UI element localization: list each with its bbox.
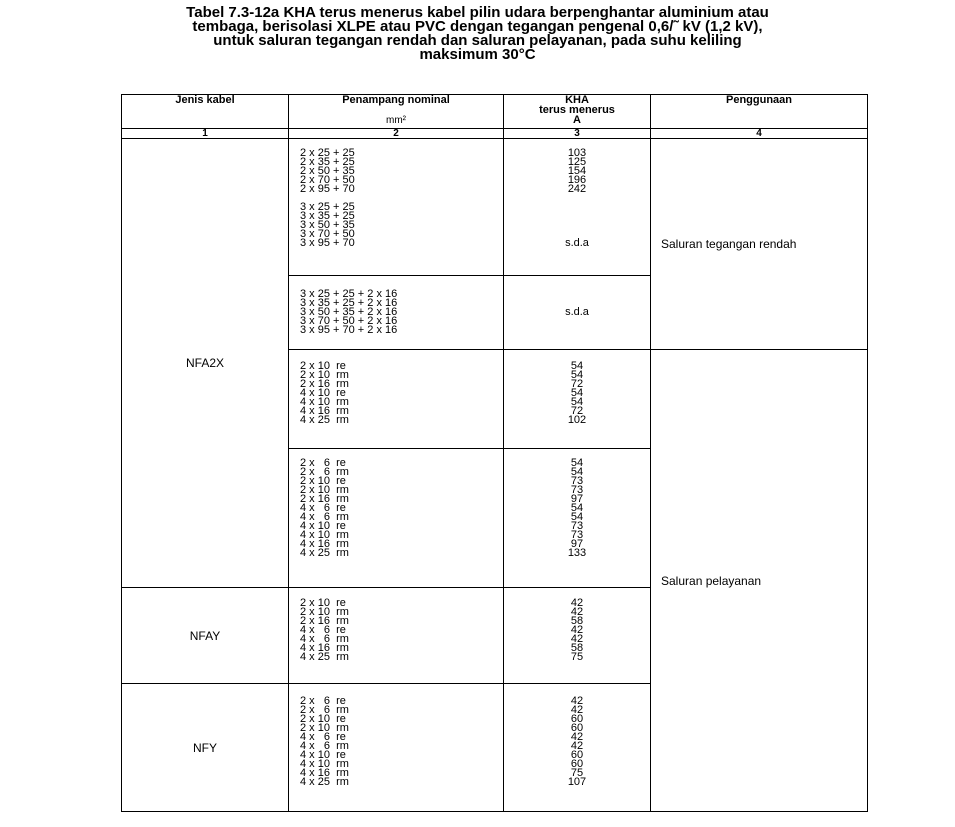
kha-cell — [504, 449, 651, 588]
kha-value: 196 — [567, 174, 587, 186]
penampang-value: 4 x 16 rm — [300, 405, 349, 417]
penampang-value: 3 x 95 + 70 — [300, 237, 355, 249]
kha-value: 97 — [570, 538, 584, 550]
penampang-value: 4 x 6 rm — [300, 511, 349, 523]
penampang-value: 4 x 6 re — [300, 731, 346, 743]
kha-value: 72 — [570, 378, 584, 390]
penampang-list — [300, 697, 503, 787]
penampang-value: 4 x 10 rm — [300, 396, 349, 408]
kha-value: 103 — [567, 147, 587, 159]
penampang-list — [300, 203, 503, 248]
penampang-value: 4 x 16 rm — [300, 767, 349, 779]
table-row — [122, 139, 868, 276]
kha-value: 154 — [567, 165, 587, 177]
kha-list — [504, 362, 650, 425]
column-number: 1 — [122, 129, 289, 139]
header-penampang: Penampang nominal mm² — [289, 95, 504, 129]
penampang-value: 4 x 25 rm — [300, 547, 349, 559]
penampang-cell — [289, 449, 504, 588]
title-line-3: untuk saluran tegangan rendah dan saluran pelayanan, pada suhu keliling — [213, 32, 742, 49]
penampang-value: 4 x 16 rm — [300, 642, 349, 654]
kha-value: 42 — [570, 740, 584, 752]
penampang-value: 3 x 35 + 25 — [300, 210, 355, 222]
penampang-value: 2 x 25 + 25 — [300, 147, 355, 159]
penampang-value: 4 x 10 rm — [300, 758, 349, 770]
kha-value: 102 — [567, 414, 587, 426]
kha-value: 133 — [567, 547, 587, 559]
usage-pelayanan: Saluran pelayanan — [651, 350, 868, 812]
penampang-value: 4 x 10 re — [300, 749, 346, 761]
kha-value: 73 — [570, 520, 584, 532]
penampang-value: 4 x 25 rm — [300, 776, 349, 788]
column-number: 2 — [289, 129, 504, 139]
header-penampang-unit: mm² — [386, 115, 406, 126]
penampang-value: 2 x 16 rm — [300, 378, 349, 390]
kha-value: 242 — [567, 183, 587, 195]
penampang-value: 2 x 10 rm — [300, 722, 349, 734]
penampang-value: 3 x 70 + 50 + 2 x 16 — [300, 315, 398, 327]
penampang-value: 2 x 6 rm — [300, 704, 349, 716]
penampang-value: 4 x 6 re — [300, 624, 346, 636]
penampang-value: 2 x 50 + 35 — [300, 165, 355, 177]
kha-value: 58 — [570, 615, 584, 627]
penampang-value: 2 x 6 re — [300, 457, 346, 469]
title-line-2: tembaga, berisolasi XLPE atau PVC dengan tegangan pengenal 0,6/˜ kV (1,2 kV), — [192, 18, 763, 35]
kha-list — [504, 459, 650, 558]
penampang-value: 2 x 6 re — [300, 695, 346, 707]
penampang-cell — [289, 139, 504, 276]
penampang-list — [300, 362, 503, 425]
penampang-cell — [289, 684, 504, 812]
penampang-value: 2 x 10 rm — [300, 484, 349, 496]
penampang-value: 2 x 95 + 70 — [300, 183, 355, 195]
penampang-list — [300, 290, 503, 335]
penampang-value: 4 x 10 re — [300, 520, 346, 532]
penampang-value: 3 x 25 + 25 + 2 x 16 — [300, 288, 398, 300]
penampang-value: 3 x 70 + 50 — [300, 228, 355, 240]
penampang-list — [300, 149, 503, 194]
penampang-value: 4 x 6 rm — [300, 633, 349, 645]
kha-value: 75 — [570, 767, 584, 779]
kha-value: 73 — [570, 475, 584, 487]
table-title — [0, 6, 955, 62]
usage-tegangan-rendah: Saluran tegangan rendah — [651, 139, 868, 350]
kha-value: 42 — [570, 695, 584, 707]
kha-cell — [504, 684, 651, 812]
cable-type-nfy: NFY — [122, 684, 289, 812]
penampang-value: 4 x 10 rm — [300, 529, 349, 541]
kha-list — [504, 149, 650, 194]
penampang-value: 3 x 35 + 25 + 2 x 16 — [300, 297, 398, 309]
kha-value: 54 — [570, 360, 584, 372]
kha-cell — [504, 350, 651, 449]
penampang-value: 2 x 10 re — [300, 475, 346, 487]
kha-table — [121, 94, 868, 812]
kha-cell — [504, 588, 651, 684]
kha-value: 42 — [570, 597, 584, 609]
penampang-value: 2 x 10 rm — [300, 606, 349, 618]
penampang-value: 2 x 10 re — [300, 360, 346, 372]
kha-value: 97 — [570, 493, 584, 505]
kha-value: 125 — [567, 156, 587, 168]
penampang-value: 3 x 50 + 35 — [300, 219, 355, 231]
kha-value: 60 — [570, 749, 584, 761]
kha-value: 54 — [570, 466, 584, 478]
kha-value: 42 — [570, 704, 584, 716]
kha-value: 75 — [570, 651, 584, 663]
penampang-value: 2 x 70 + 50 — [300, 174, 355, 186]
penampang-value: 2 x 10 re — [300, 597, 346, 609]
penampang-cell — [289, 350, 504, 449]
kha-value: 60 — [570, 722, 584, 734]
column-number-row — [122, 129, 868, 139]
kha-value: s.d.a — [565, 306, 589, 318]
title-line-1: Tabel 7.3-12a KHA terus menerus kabel pilin udara berpenghantar aluminium atau — [186, 4, 769, 21]
penampang-value: 3 x 25 + 25 — [300, 201, 355, 213]
penampang-value: 2 x 10 re — [300, 713, 346, 725]
kha-list — [504, 697, 650, 787]
kha-cell — [504, 139, 651, 276]
penampang-value: 2 x 6 rm — [300, 466, 349, 478]
penampang-value: 4 x 6 rm — [300, 740, 349, 752]
penampang-value: 2 x 16 rm — [300, 615, 349, 627]
header-jenis-kabel: Jenis kabel — [122, 95, 289, 129]
penampang-cell — [289, 588, 504, 684]
penampang-list — [300, 599, 503, 662]
penampang-value: 3 x 50 + 35 + 2 x 16 — [300, 306, 398, 318]
kha-cell — [504, 276, 651, 350]
kha-value: 72 — [570, 405, 584, 417]
kha-value: 60 — [570, 758, 584, 770]
penampang-value: 3 x 95 + 70 + 2 x 16 — [300, 324, 398, 336]
kha-value: 54 — [570, 369, 584, 381]
kha-value: 54 — [570, 396, 584, 408]
kha-value: s.d.a — [565, 237, 589, 249]
kha-value: 42 — [570, 731, 584, 743]
penampang-value: 2 x 35 + 25 — [300, 156, 355, 168]
kha-list — [504, 239, 650, 248]
penampang-value: 4 x 25 rm — [300, 414, 349, 426]
kha-list — [504, 599, 650, 662]
kha-value: 60 — [570, 713, 584, 725]
penampang-value: 4 x 6 re — [300, 502, 346, 514]
penampang-value: 4 x 16 rm — [300, 538, 349, 550]
kha-value: 42 — [570, 624, 584, 636]
column-number: 3 — [504, 129, 651, 139]
kha-value: 73 — [570, 529, 584, 541]
kha-value: 58 — [570, 642, 584, 654]
kha-value: 42 — [570, 633, 584, 645]
kha-value: 107 — [567, 776, 587, 788]
header-kha: KHA terus menerus A — [504, 95, 651, 129]
kha-value: 54 — [570, 511, 584, 523]
penampang-value: 4 x 10 re — [300, 387, 346, 399]
kha-value: 54 — [570, 502, 584, 514]
header-penggunaan: Penggunaan — [651, 95, 868, 129]
kha-value: 73 — [570, 484, 584, 496]
penampang-cell — [289, 276, 504, 350]
kha-value: 42 — [570, 606, 584, 618]
kha-value: 54 — [570, 457, 584, 469]
cable-type-nfa2x: NFA2X — [122, 139, 289, 588]
column-number: 4 — [651, 129, 868, 139]
penampang-value: 4 x 25 rm — [300, 651, 349, 663]
title-line-4: maksimum 30°C — [419, 46, 536, 63]
kha-value: 54 — [570, 387, 584, 399]
cable-type-nfay: NFAY — [122, 588, 289, 684]
penampang-value: 2 x 16 rm — [300, 493, 349, 505]
kha-list — [504, 308, 650, 317]
penampang-value: 2 x 10 rm — [300, 369, 349, 381]
penampang-list — [300, 459, 503, 558]
